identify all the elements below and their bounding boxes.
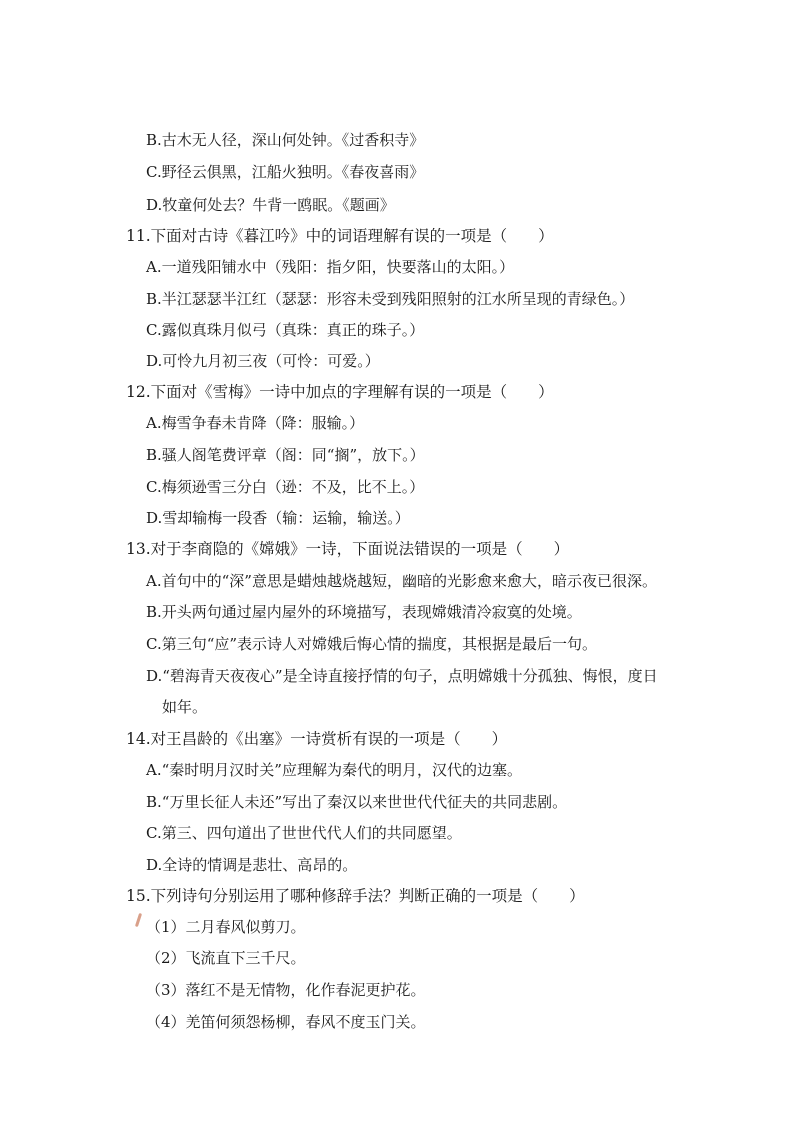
question-12: 12.下面对《雪梅》一诗中加点的字理解有误的一项是（ ） xyxy=(126,383,554,401)
q14-option-a: A.“秦时明月汉时关”应理解为秦代的明月，汉代的边塞。 xyxy=(146,761,522,779)
q11-option-a: A.一道残阳铺水中（残阳：指夕阳，快要落山的太阳。） xyxy=(146,258,515,276)
pen-mark xyxy=(135,913,142,927)
q13-option-a: A.首句中的“深”意思是蜡烛越烧越短，幽暗的光影愈来愈大，暗示夜已很深。 xyxy=(146,572,657,590)
q11-option-d: D.可怜九月初三夜（可怜：可爱。） xyxy=(146,352,380,370)
q13-option-d: D.“碧海青天夜夜心”是全诗直接抒情的句子，点明嫦娥十分孤独、悔恨，度日 xyxy=(146,667,658,685)
q14-option-d: D.全诗的情调是悲壮、高昂的。 xyxy=(146,856,358,874)
q13-option-b: B.开头两句通过屋内屋外的环境描写，表现嫦娥清冷寂寞的处境。 xyxy=(146,603,582,621)
q11-option-b: B.半江瑟瑟半江红（瑟瑟：形容未受到残阳照射的江水所呈现的青绿色。） xyxy=(146,290,635,308)
option-b-line: B.古木无人径，深山何处钟。《过香积寺》 xyxy=(146,131,425,149)
q12-option-c: C.梅须逊雪三分白（逊：不及，比不上。） xyxy=(146,478,425,496)
q14-option-b: B.“万里长征人未还”写出了秦汉以来世世代代征夫的共同悲剧。 xyxy=(146,793,568,811)
q12-option-a: A.梅雪争春未肯降（降：服输。） xyxy=(146,414,365,432)
q15-item-3: （3）落红不是无情物，化作春泥更护花。 xyxy=(146,981,426,999)
q11-option-c: C.露似真珠月似弓（真珠：真正的珠子。） xyxy=(146,321,425,339)
question-11: 11.下面对古诗《暮江吟》中的词语理解有误的一项是（ ） xyxy=(126,227,554,245)
question-13: 13.对于李商隐的《嫦娥》一诗，下面说法错误的一项是（ ） xyxy=(126,540,570,558)
q14-option-c: C.第三、四句道出了世世代代人们的共同愿望。 xyxy=(146,824,462,842)
question-15: 15.下列诗句分别运用了哪种修辞手法？判断正确的一项是（ ） xyxy=(126,887,585,905)
q12-option-d: D.雪却输梅一段香（输：运输，输送。） xyxy=(146,509,410,527)
q13-option-c: C.第三句“应”表示诗人对嫦娥后悔心情的揣度，其根据是最后一句。 xyxy=(146,635,598,653)
option-c-line: C.野径云俱黑，江船火独明。《春夜喜雨》 xyxy=(146,163,425,181)
q13-option-d-continued: 如年。 xyxy=(162,698,208,716)
q15-item-2: （2）飞流直下三千尺。 xyxy=(146,949,306,967)
q15-item-1: （1）二月春风似剪刀。 xyxy=(146,918,306,936)
option-d-line: D.牧童何处去？牛背一鸥眠。《题画》 xyxy=(146,196,395,214)
q15-item-4: （4）羌笛何须怨杨柳，春风不度玉门关。 xyxy=(146,1013,426,1031)
question-14: 14.对王昌龄的《出塞》一诗赏析有误的一项是（ ） xyxy=(126,730,508,748)
q12-option-b: B.骚人阁笔费评章（阁：同“搁”，放下。） xyxy=(146,446,425,464)
